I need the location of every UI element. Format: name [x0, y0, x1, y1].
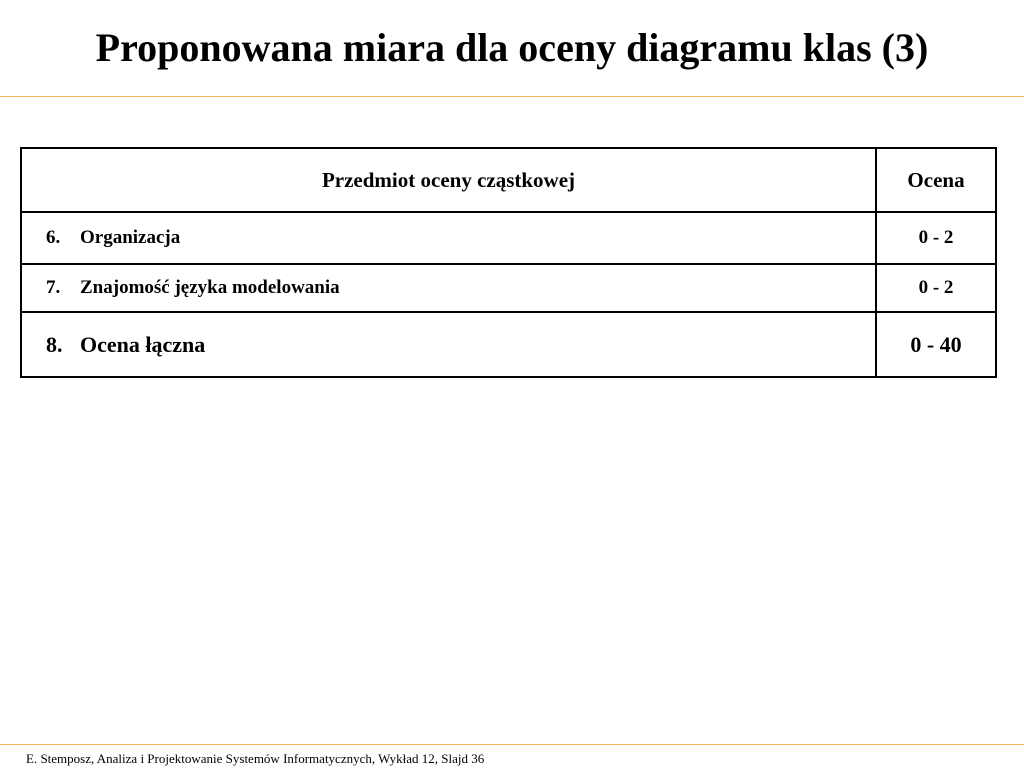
row-grade: 0 - 2: [876, 264, 996, 312]
row-number: 7.: [46, 277, 61, 298]
header-subject: Przedmiot oceny cząstkowej: [21, 148, 876, 212]
table-row: [21, 212, 996, 264]
slide-footer: E. Stemposz, Analiza i Projektowanie Systemów Informatycznych, Wykład 12, Slajd 36: [26, 751, 485, 766]
row-label: Ocena łączna: [80, 331, 206, 357]
row-label: Organizacja: [80, 227, 181, 248]
row-grade: 0 - 40: [876, 312, 996, 377]
row-number: 8.: [46, 331, 63, 357]
row-number: 6.: [46, 227, 61, 248]
grading-table: [20, 147, 997, 378]
title-divider: [0, 96, 1024, 97]
footer-divider: [0, 744, 1024, 745]
row-grade: 0 - 2: [876, 212, 996, 264]
table-row: [21, 264, 996, 312]
row-subject: [21, 312, 876, 377]
row-subject: [21, 212, 876, 264]
header-grade: Ocena: [876, 148, 996, 212]
table-header-row: [21, 148, 996, 212]
slide-title: Proponowana miara dla oceny diagramu klas (3): [95, 25, 929, 70]
row-label: Znajomość języka modelowania: [80, 277, 340, 298]
row-subject: [21, 264, 876, 312]
table-row-total: [21, 312, 996, 377]
